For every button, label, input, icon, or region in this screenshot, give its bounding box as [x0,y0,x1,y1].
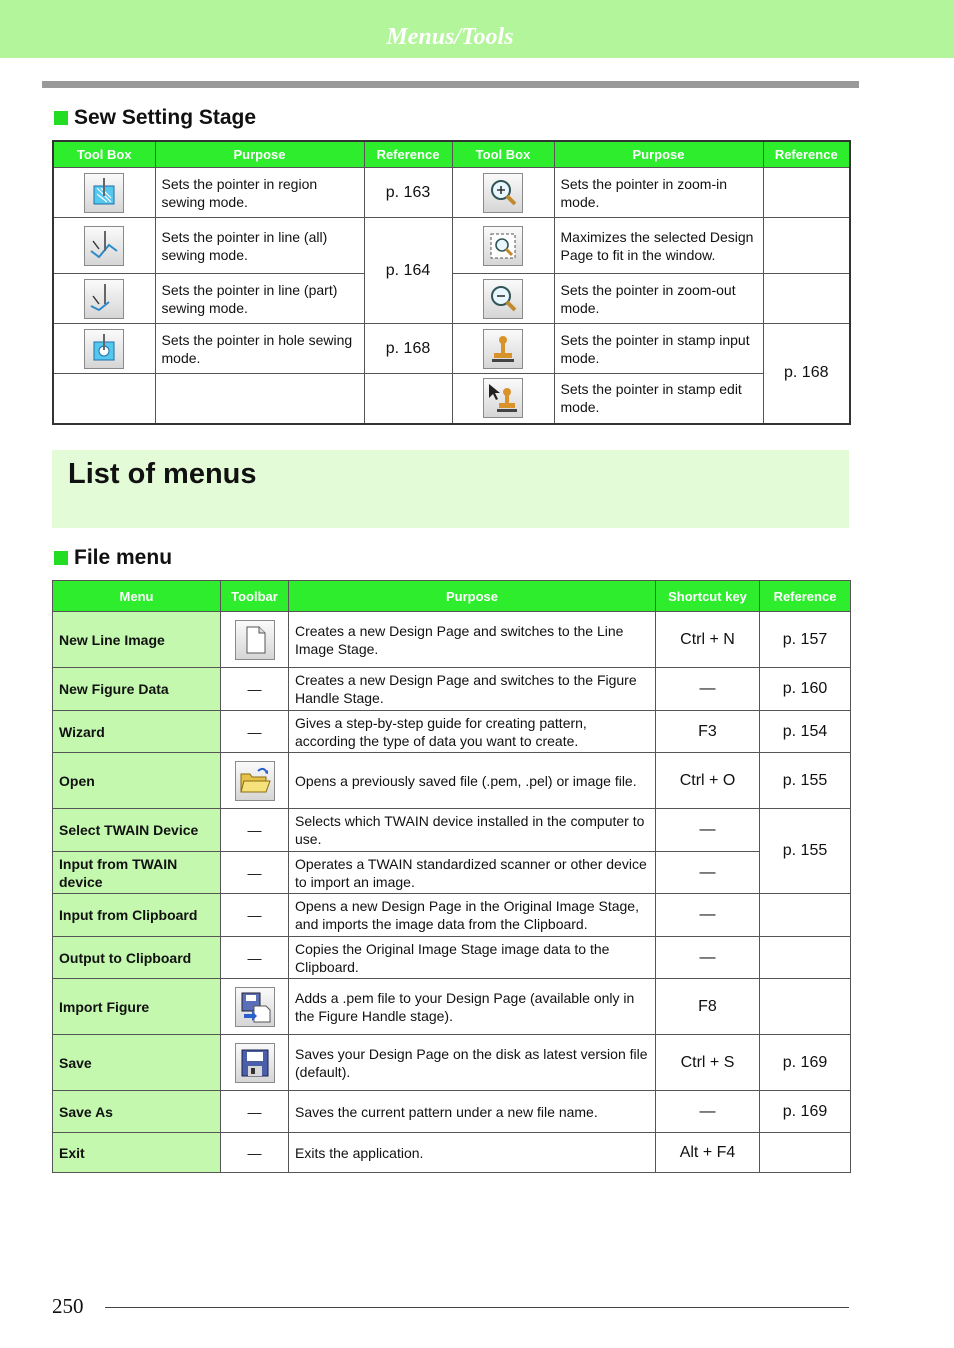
table-row [53,1133,851,1173]
list-of-menus-band [52,450,849,528]
menu-cell: Import Figure [53,979,221,1035]
stamp-edit-icon [483,378,523,418]
col-header: Menu [53,581,221,612]
purpose-cell: Opens a previously saved file (.pem, .pel) or image file. [289,753,656,809]
footer-rule [105,1307,849,1308]
table-row [53,937,851,979]
purpose-cell: Sets the pointer in stamp edit mode. [554,374,763,424]
purpose-cell: Exits the application. [289,1133,656,1173]
shortcut-cell: Ctrl + O [656,753,760,809]
region-sew-icon [84,173,124,213]
header-rule [42,81,859,88]
heading-square-icon [54,551,68,565]
reference-cell [763,274,850,324]
shortcut-cell: — [656,937,760,979]
purpose-cell: Saves the current pattern under a new file name. [289,1091,656,1133]
table-row [53,809,851,852]
line-part-sew-icon [84,279,124,319]
shortcut-cell: Ctrl + N [656,612,760,668]
purpose-cell: Opens a new Design Page in the Original Image Stage, and imports the image data from the Clipboard. [289,894,656,937]
reference-cell: p. 168 [364,324,452,374]
menu-cell: Output to Clipboard [53,937,221,979]
stamp-input-icon [483,329,523,369]
new-page-icon [235,620,275,660]
col-header: Purpose [554,141,763,168]
purpose-cell: Sets the pointer in hole sewing mode. [155,324,364,374]
table-row [53,753,851,809]
toolbar-cell: — [221,809,289,852]
col-header: Tool Box [53,141,155,168]
purpose-cell: Sets the pointer in zoom-in mode. [554,168,763,218]
hole-sew-icon [84,329,124,369]
table-row [53,324,850,374]
menu-cell: Select TWAIN Device [53,809,221,852]
purpose-cell: Creates a new Design Page and switches to the Figure Handle Stage. [289,668,656,711]
table-row [53,668,851,711]
shortcut-cell: Alt + F4 [656,1133,760,1173]
shortcut-cell: Ctrl + S [656,1035,760,1091]
reference-cell: p. 160 [760,668,851,711]
toolbar-cell: — [221,1091,289,1133]
reference-cell [763,218,850,274]
empty-cell [364,374,452,424]
table-row [53,1035,851,1091]
col-header: Reference [763,141,850,168]
reference-cell [760,979,851,1035]
shortcut-cell: F8 [656,979,760,1035]
list-of-menus-title: List of menus [68,458,257,490]
menu-cell: Open [53,753,221,809]
reference-cell: p. 164 [364,218,452,324]
page-number: 250 [52,1294,84,1318]
menu-cell: Input from Clipboard [53,894,221,937]
purpose-cell: Creates a new Design Page and switches to the Line Image Stage. [289,612,656,668]
purpose-cell: Gives a step-by-step guide for creating pattern, according the type of data you want to create. [289,711,656,753]
col-header: Toolbar [221,581,289,612]
reference-cell: p. 157 [760,612,851,668]
line-all-sew-icon [84,226,124,266]
header-title: Menus/Tools [386,24,514,50]
col-header: Purpose [155,141,364,168]
purpose-cell: Adds a .pem file to your Design Page (available only in the Figure Handle stage). [289,979,656,1035]
toolbar-cell: — [221,937,289,979]
header-band [0,0,954,58]
col-header: Reference [364,141,452,168]
shortcut-cell: — [656,852,760,894]
zoom-out-icon [483,279,523,319]
purpose-cell: Copies the Original Image Stage image data to the Clipboard. [289,937,656,979]
sew-setting-table [52,140,851,425]
toolbar-cell: — [221,1133,289,1173]
table-row [53,1091,851,1133]
reference-cell [763,168,850,218]
zoom-in-icon [483,173,523,213]
shortcut-cell: — [656,809,760,852]
empty-cell [155,374,364,424]
reference-cell [760,937,851,979]
file-section-title: File menu [74,546,173,569]
reference-cell: p. 155 [760,753,851,809]
reference-cell: p. 168 [763,324,850,424]
table-row [53,274,850,324]
purpose-cell: Sets the pointer in line (part) sewing mode. [155,274,364,324]
table-row [53,711,851,753]
sew-table-header [53,141,850,168]
col-header: Tool Box [452,141,554,168]
purpose-cell: Operates a TWAIN standardized scanner or other device to import an image. [289,852,656,894]
purpose-cell: Sets the pointer in zoom-out mode. [554,274,763,324]
sew-section-heading [54,106,256,130]
table-row [53,894,851,937]
col-header: Shortcut key [656,581,760,612]
menu-cell: Exit [53,1133,221,1173]
empty-cell [53,374,155,424]
open-folder-icon [235,761,275,801]
purpose-cell: Saves your Design Page on the disk as latest version file (default). [289,1035,656,1091]
toolbar-cell: — [221,711,289,753]
purpose-cell: Sets the pointer in region sewing mode. [155,168,364,218]
reference-cell [760,1133,851,1173]
purpose-cell: Sets the pointer in line (all) sewing mode. [155,218,364,274]
floppy-disk-icon [235,1043,275,1083]
menu-cell: New Figure Data [53,668,221,711]
reference-cell: p. 163 [364,168,452,218]
file-table-header [53,581,851,612]
menu-cell: Input from TWAIN device [53,852,221,894]
table-row [53,612,851,668]
table-row [53,852,851,894]
reference-cell: p. 154 [760,711,851,753]
table-row [53,218,850,274]
reference-cell: p. 169 [760,1091,851,1133]
reference-cell [760,894,851,937]
col-header: Purpose [289,581,656,612]
purpose-cell: Sets the pointer in stamp input mode. [554,324,763,374]
toolbar-cell: — [221,668,289,711]
col-header: Reference [760,581,851,612]
shortcut-cell: — [656,1091,760,1133]
menu-cell: Save [53,1035,221,1091]
table-row [53,168,850,218]
menu-cell: Wizard [53,711,221,753]
table-row [53,979,851,1035]
shortcut-cell: — [656,894,760,937]
file-section-heading [54,546,172,570]
shortcut-cell: F3 [656,711,760,753]
menu-cell: Save As [53,1091,221,1133]
reference-cell: p. 155 [760,809,851,894]
shortcut-cell: — [656,668,760,711]
purpose-cell: Maximizes the selected Design Page to fit in the window. [554,218,763,274]
reference-cell: p. 169 [760,1035,851,1091]
menu-cell: New Line Image [53,612,221,668]
toolbar-cell: — [221,852,289,894]
heading-square-icon [54,111,68,125]
table-row [53,374,850,424]
fit-page-icon [483,226,523,266]
purpose-cell: Selects which TWAIN device installed in the computer to use. [289,809,656,852]
import-figure-icon [235,987,275,1027]
sew-section-title: Sew Setting Stage [74,106,257,129]
file-menu-table [52,580,851,1173]
toolbar-cell: — [221,894,289,937]
